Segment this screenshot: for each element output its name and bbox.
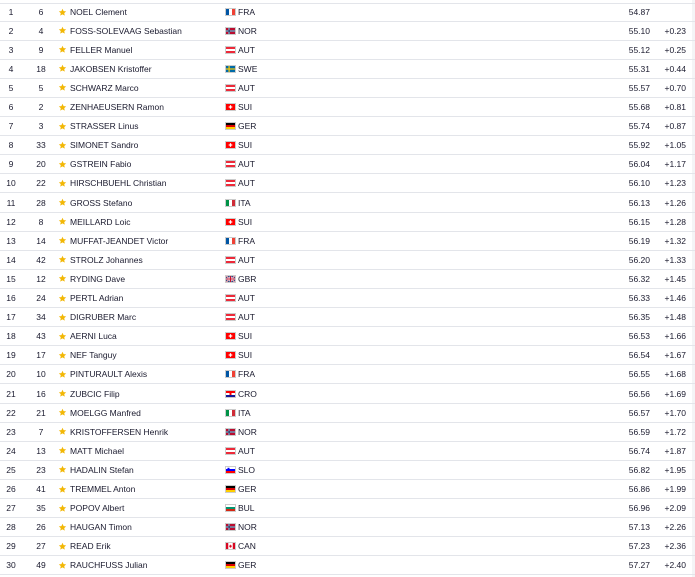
favorite-star-icon[interactable] (56, 404, 68, 422)
athlete-name[interactable]: ZENHAEUSERN Ramon (70, 102, 164, 113)
time-difference: +0.25 (664, 44, 686, 55)
time-difference: +0.81 (664, 102, 686, 113)
run-time: 56.15 (628, 216, 650, 227)
rank-cell: 23 (6, 426, 16, 437)
bib-cell: 42 (36, 254, 46, 265)
athlete-name[interactable]: SIMONET Sandro (70, 140, 139, 151)
result-row[interactable] (0, 518, 695, 537)
favorite-star-icon[interactable] (56, 270, 68, 288)
athlete-name[interactable]: KRISTOFFERSEN Henrik (70, 426, 169, 437)
rank-cell: 9 (8, 159, 14, 170)
bib-cell: 49 (36, 560, 46, 571)
rank-cell: 4 (8, 63, 14, 74)
flag-icon (225, 213, 237, 231)
result-row[interactable] (0, 404, 695, 423)
flag-icon (225, 346, 237, 364)
bib-cell: 13 (36, 445, 46, 456)
run-time: 56.54 (628, 350, 650, 361)
bib-cell: 34 (36, 312, 46, 323)
nation-code: ITA (238, 407, 251, 418)
favorite-star-icon[interactable] (56, 346, 68, 364)
athlete-name[interactable]: RAUCHFUSS Julian (70, 560, 148, 571)
rank-cell: 24 (6, 445, 16, 456)
favorite-star-icon[interactable] (56, 327, 68, 345)
favorite-star-icon[interactable] (56, 41, 68, 59)
nation-code: SWE (238, 63, 258, 74)
result-row[interactable] (0, 365, 695, 384)
athlete-name[interactable]: AERNI Luca (70, 331, 117, 342)
bib-cell: 7 (38, 426, 44, 437)
run-time: 56.19 (628, 235, 650, 246)
nation-code: AUT (238, 178, 255, 189)
time-difference: +1.45 (664, 273, 686, 284)
rank-cell: 21 (6, 388, 16, 399)
athlete-name[interactable]: MATT Michael (70, 445, 125, 456)
time-difference: +1.23 (664, 178, 686, 189)
bib-cell: 22 (36, 178, 46, 189)
flag-icon (225, 174, 237, 192)
flag-icon (225, 365, 237, 383)
time-difference: +1.05 (664, 140, 686, 151)
nation-code: SUI (238, 102, 253, 113)
time-difference: +1.99 (664, 484, 686, 495)
flag-icon (225, 194, 237, 212)
athlete-name[interactable]: HAUGAN Timon (70, 522, 132, 533)
athlete-name[interactable]: READ Erik (70, 541, 111, 552)
athlete-name[interactable]: STROLZ Johannes (70, 254, 143, 265)
flag-icon (225, 556, 237, 574)
nation-code: AUT (238, 159, 255, 170)
result-row[interactable] (0, 346, 695, 365)
nation-code: GER (238, 484, 257, 495)
bib-cell: 12 (36, 273, 46, 284)
flag-icon (225, 518, 237, 536)
run-time: 55.74 (628, 121, 650, 132)
rank-cell: 18 (6, 331, 16, 342)
rank-cell: 2 (8, 25, 14, 36)
time-difference: +2.09 (664, 503, 686, 514)
result-row[interactable] (0, 174, 695, 193)
athlete-name[interactable]: MUFFAT-JEANDET Victor (70, 235, 169, 246)
time-difference: +1.33 (664, 254, 686, 265)
rank-cell: 19 (6, 350, 16, 361)
bib-cell: 18 (36, 63, 46, 74)
nation-code: CAN (238, 541, 256, 552)
flag-icon (225, 499, 237, 517)
result-row[interactable] (0, 308, 695, 327)
run-time: 56.55 (628, 369, 650, 380)
nation-code: AUT (238, 312, 255, 323)
result-row[interactable] (0, 79, 695, 98)
bib-cell: 5 (38, 82, 44, 93)
result-row[interactable] (0, 270, 695, 289)
bib-cell: 9 (38, 44, 44, 55)
nation-code: ITA (238, 197, 251, 208)
nation-code: NOR (238, 426, 257, 437)
nation-code: AUT (238, 293, 255, 304)
result-row[interactable] (0, 327, 695, 346)
time-difference: +1.46 (664, 293, 686, 304)
time-difference: +1.95 (664, 464, 686, 475)
favorite-star-icon[interactable] (56, 423, 68, 441)
rank-cell: 30 (6, 560, 16, 571)
nation-code: SUI (238, 331, 253, 342)
flag-icon (225, 327, 237, 345)
favorite-star-icon[interactable] (56, 308, 68, 326)
flag-icon (225, 289, 237, 307)
nation-code: GBR (238, 273, 257, 284)
flag-icon (225, 117, 237, 135)
bib-cell: 24 (36, 293, 46, 304)
athlete-name[interactable]: STRASSER Linus (70, 121, 139, 132)
result-row[interactable] (0, 3, 695, 22)
bib-cell: 16 (36, 388, 46, 399)
time-difference: +1.17 (664, 159, 686, 170)
nation-code: GER (238, 121, 257, 132)
time-difference: +1.67 (664, 350, 686, 361)
result-row[interactable] (0, 136, 695, 155)
time-difference: +1.68 (664, 369, 686, 380)
rank-cell: 22 (6, 407, 16, 418)
time-difference: +0.87 (664, 121, 686, 132)
favorite-star-icon[interactable] (56, 518, 68, 536)
favorite-star-icon[interactable] (56, 232, 68, 250)
bib-cell: 27 (36, 541, 46, 552)
time-difference: +1.69 (664, 388, 686, 399)
result-row[interactable] (0, 289, 695, 308)
rank-cell: 16 (6, 293, 16, 304)
favorite-star-icon[interactable] (56, 79, 68, 97)
result-row[interactable] (0, 251, 695, 270)
flag-icon (225, 461, 237, 479)
bib-cell: 8 (38, 216, 44, 227)
flag-icon (225, 537, 237, 555)
flag-icon (225, 79, 237, 97)
rank-cell: 7 (8, 121, 14, 132)
time-difference: +1.70 (664, 407, 686, 418)
nation-code: SLO (238, 464, 256, 475)
bib-cell: 3 (38, 121, 44, 132)
athlete-name[interactable]: PINTURAULT Alexis (70, 369, 148, 380)
athlete-name[interactable]: DIGRUBER Marc (70, 312, 137, 323)
time-difference: +1.72 (664, 426, 686, 437)
result-row[interactable] (0, 117, 695, 136)
result-row[interactable] (0, 155, 695, 174)
athlete-name[interactable]: FOSS-SOLEVAAG Sebastian (70, 25, 182, 36)
run-time: 57.27 (628, 560, 650, 571)
flag-icon (225, 385, 237, 403)
favorite-star-icon[interactable] (56, 461, 68, 479)
favorite-star-icon[interactable] (56, 251, 68, 269)
rank-cell: 15 (6, 273, 16, 284)
rank-cell: 29 (6, 541, 16, 552)
nation-code: SUI (238, 140, 253, 151)
flag-icon (225, 155, 237, 173)
run-time: 55.12 (628, 44, 650, 55)
athlete-name[interactable]: TREMMEL Anton (70, 484, 136, 495)
favorite-star-icon[interactable] (56, 117, 68, 135)
result-row[interactable] (0, 385, 695, 404)
athlete-name[interactable]: ZUBCIC Filip (70, 388, 120, 399)
flag-icon (225, 136, 237, 154)
run-time: 56.86 (628, 484, 650, 495)
result-row[interactable] (0, 194, 695, 213)
nation-code: AUT (238, 44, 255, 55)
nation-code: FRA (238, 369, 255, 380)
rank-cell: 27 (6, 503, 16, 514)
bib-cell: 2 (38, 102, 44, 113)
run-time: 56.32 (628, 273, 650, 284)
rank-cell: 6 (8, 102, 14, 113)
favorite-star-icon[interactable] (56, 155, 68, 173)
bib-cell: 17 (36, 350, 46, 361)
favorite-star-icon[interactable] (56, 499, 68, 517)
time-difference: +0.70 (664, 82, 686, 93)
run-time: 56.57 (628, 407, 650, 418)
rank-cell: 13 (6, 235, 16, 246)
run-time: 56.82 (628, 464, 650, 475)
athlete-name[interactable]: GROSS Stefano (70, 197, 133, 208)
result-row[interactable] (0, 442, 695, 461)
run-time: 56.04 (628, 159, 650, 170)
favorite-star-icon[interactable] (56, 22, 68, 40)
time-difference: +2.36 (664, 541, 686, 552)
run-time: 57.13 (628, 522, 650, 533)
favorite-star-icon[interactable] (56, 537, 68, 555)
run-time: 54.87 (628, 7, 650, 18)
result-row[interactable] (0, 213, 695, 232)
run-time: 56.13 (628, 197, 650, 208)
run-time: 56.74 (628, 445, 650, 456)
rank-cell: 26 (6, 484, 16, 495)
flag-icon (225, 251, 237, 269)
athlete-name[interactable]: FELLER Manuel (70, 44, 133, 55)
rank-cell: 1 (8, 7, 14, 18)
result-row[interactable] (0, 423, 695, 442)
favorite-star-icon[interactable] (56, 213, 68, 231)
bib-cell: 33 (36, 140, 46, 151)
nation-code: FRA (238, 235, 255, 246)
favorite-star-icon[interactable] (56, 385, 68, 403)
nation-code: CRO (238, 388, 257, 399)
bib-cell: 6 (38, 7, 44, 18)
time-difference: +0.23 (664, 25, 686, 36)
flag-icon (225, 232, 237, 250)
rank-cell: 14 (6, 254, 16, 265)
nation-code: AUT (238, 82, 255, 93)
run-time: 56.20 (628, 254, 650, 265)
favorite-star-icon[interactable] (56, 174, 68, 192)
favorite-star-icon[interactable] (56, 4, 68, 21)
run-time: 55.92 (628, 140, 650, 151)
athlete-name[interactable]: POPOV Albert (70, 503, 125, 514)
athlete-name[interactable]: NEF Tanguy (70, 350, 117, 361)
run-time: 56.10 (628, 178, 650, 189)
flag-icon (225, 308, 237, 326)
run-time: 55.68 (628, 102, 650, 113)
flag-icon (225, 41, 237, 59)
athlete-name[interactable]: JAKOBSEN Kristoffer (70, 63, 152, 74)
flag-icon (225, 270, 237, 288)
run-time: 56.59 (628, 426, 650, 437)
result-row[interactable] (0, 41, 695, 60)
time-difference (652, 4, 686, 21)
flag-icon (225, 4, 237, 21)
nation-code: SUI (238, 350, 253, 361)
favorite-star-icon[interactable] (56, 98, 68, 116)
run-time: 55.10 (628, 25, 650, 36)
nation-code: NOR (238, 25, 257, 36)
athlete-name[interactable]: RYDING Dave (70, 273, 126, 284)
run-time: 56.53 (628, 331, 650, 342)
result-row[interactable] (0, 98, 695, 117)
rank-cell: 20 (6, 369, 16, 380)
time-difference: +1.26 (664, 197, 686, 208)
rank-cell: 25 (6, 464, 16, 475)
favorite-star-icon[interactable] (56, 194, 68, 212)
result-row[interactable] (0, 556, 695, 575)
athlete-name[interactable]: HADALIN Stefan (70, 464, 134, 475)
result-row[interactable] (0, 537, 695, 556)
bib-cell: 21 (36, 407, 46, 418)
nation-code: SUI (238, 216, 253, 227)
result-row[interactable] (0, 232, 695, 251)
flag-icon (225, 404, 237, 422)
flag-icon (225, 60, 237, 78)
result-row[interactable] (0, 480, 695, 499)
run-time: 56.96 (628, 503, 650, 514)
athlete-name[interactable]: PERTL Adrian (70, 293, 124, 304)
rank-cell: 11 (6, 197, 16, 208)
favorite-star-icon[interactable] (56, 136, 68, 154)
flag-icon (225, 98, 237, 116)
flag-icon (225, 22, 237, 40)
bib-cell: 14 (36, 235, 46, 246)
run-time: 55.31 (628, 63, 650, 74)
run-time: 56.35 (628, 312, 650, 323)
bib-cell: 41 (36, 484, 46, 495)
bib-cell: 10 (36, 369, 46, 380)
favorite-star-icon[interactable] (56, 365, 68, 383)
flag-icon (225, 480, 237, 498)
favorite-star-icon[interactable] (56, 442, 68, 460)
nation-code: NOR (238, 522, 257, 533)
run-time: 57.23 (628, 541, 650, 552)
rank-cell: 17 (6, 312, 16, 323)
bib-cell: 26 (36, 522, 46, 533)
bib-cell: 35 (36, 503, 46, 514)
bib-cell: 4 (38, 25, 44, 36)
nation-code: GER (238, 560, 257, 571)
result-row[interactable] (0, 461, 695, 480)
nation-code: BUL (238, 503, 255, 514)
athlete-name[interactable]: SCHWARZ Marco (70, 82, 139, 93)
time-difference: +1.66 (664, 331, 686, 342)
athlete-name[interactable]: HIRSCHBUEHL Christian (70, 178, 167, 189)
bib-cell: 28 (36, 197, 46, 208)
bib-cell: 20 (36, 159, 46, 170)
rank-cell: 12 (6, 216, 16, 227)
time-difference: +2.26 (664, 522, 686, 533)
flag-icon (225, 442, 237, 460)
time-difference: +2.40 (664, 560, 686, 571)
rank-cell: 5 (8, 82, 14, 93)
bib-cell: 23 (36, 464, 46, 475)
favorite-star-icon[interactable] (56, 289, 68, 307)
result-row[interactable] (0, 499, 695, 518)
rank-cell: 28 (6, 522, 16, 533)
rank-cell: 3 (8, 44, 14, 55)
run-time: 56.56 (628, 388, 650, 399)
run-time: 56.33 (628, 293, 650, 304)
time-difference: +1.32 (664, 235, 686, 246)
athlete-name[interactable]: MOELGG Manfred (70, 407, 141, 418)
time-difference: +1.48 (664, 312, 686, 323)
time-difference: +1.28 (664, 216, 686, 227)
athlete-name[interactable]: GSTREIN Fabio (70, 159, 132, 170)
time-difference: +0.44 (664, 63, 686, 74)
favorite-star-icon[interactable] (56, 60, 68, 78)
result-row[interactable] (0, 60, 695, 79)
athlete-name[interactable]: NOEL Clement (70, 7, 127, 18)
rank-cell: 8 (8, 140, 14, 151)
time-difference: +1.87 (664, 445, 686, 456)
bib-cell: 43 (36, 331, 46, 342)
favorite-star-icon[interactable] (56, 556, 68, 574)
nation-code: FRA (238, 7, 255, 18)
favorite-star-icon[interactable] (56, 480, 68, 498)
nation-code: AUT (238, 254, 255, 265)
flag-icon (225, 423, 237, 441)
run-time: 55.57 (628, 82, 650, 93)
nation-code: AUT (238, 445, 255, 456)
result-row[interactable] (0, 22, 695, 41)
rank-cell: 10 (6, 178, 16, 189)
athlete-name[interactable]: MEILLARD Loic (70, 216, 131, 227)
